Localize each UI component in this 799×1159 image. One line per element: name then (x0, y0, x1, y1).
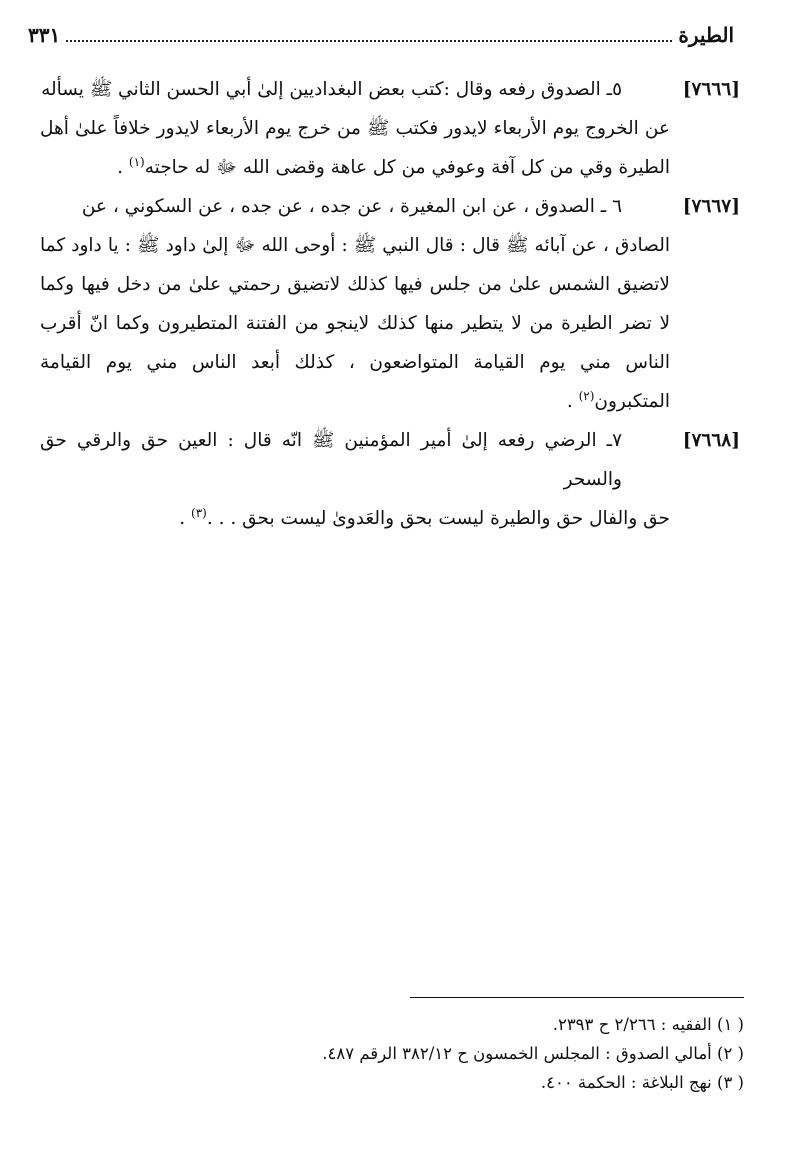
entry-tail: . (566, 391, 579, 412)
entry-tail: . (117, 157, 129, 178)
entry-first-line: ٦ ـ الصدوق ، عن ابن المغيرة ، عن جده ، عن جده ، عن السكوني ، عن (81, 196, 622, 217)
entry-body (40, 499, 740, 538)
entry-body (40, 109, 740, 187)
footnote-separator (410, 997, 744, 998)
hadith-entry (40, 421, 740, 538)
entry-number: [٧٦٦٦] (682, 79, 740, 100)
footnote: ( ١) الفقيه : ٢/٢٦٦ ح ٢٣٩٣. (552, 1015, 744, 1034)
entry-tail: . (179, 508, 192, 529)
footnote: ( ٢) أمالي الصدوق : المجلس الخمسون ح ٣٨٢/١٢ الرقم ٤٨٧. (322, 1044, 744, 1063)
footnote: ( ٣) نهج البلاغة : الحكمة ٤٠٠. (540, 1073, 744, 1092)
footnote-reference[interactable]: (١) (128, 154, 145, 169)
entry-first-line: ٧ـ الرضي رفعه إلىٰ أمير المؤمنين ﷺ انّه قال : العين حق والرقي حق والسحر (40, 430, 622, 490)
entry-body (40, 226, 740, 421)
entry-number: [٧٦٦٨] (682, 430, 740, 451)
chapter-title: الطيرة (678, 23, 734, 47)
hadith-entry (40, 70, 740, 187)
footnote-reference[interactable]: (٣) (191, 505, 207, 520)
entry-body-text: عن الخروج يوم الأربعاء لايدور فكتب ﷺ من خرج يوم الأربعاء لايدور خلافاً علىٰ أهل الطيرة وقي من كل آفة وعوفي من كل عاهة وقضى الله ﷻ له حاجته (40, 118, 670, 178)
entry-number: [٧٦٦٧] (682, 196, 740, 217)
main-text (40, 70, 740, 538)
page-number: ٣٣١ (28, 23, 61, 47)
running-header (28, 18, 734, 52)
entry-body-text: الصادق ، عن آبائه ﷺ قال : قال النبي ﷺ : أوحى الله ﷻ إلىٰ داود ﷺ : يا داود كما لاتضيق الشمس علىٰ من جلس فيها كذلك لاتضيق رحمتي علىٰ من دخل فيها وكما لا تضر الطيرة من لا يتطير منها كذلك لاينجو من الفتنة المتطيرون وكما انّ أقرب الناس مني يوم القيامة المتواضعون ، كذلك أبعد الناس مني يوم القيامة المتكبرون (40, 235, 670, 412)
entry-first-line: ٥ـ الصدوق رفعه وقال :كتب بعض البغداديين إلىٰ أبي الحسن الثاني ﷺ يسأله (41, 79, 622, 100)
footnotes (300, 1010, 744, 1097)
header-dot-leader (66, 28, 672, 42)
hadith-entry (40, 187, 740, 421)
entry-body-text: حق والفال حق والطيرة ليست بحق والعَدوىٰ ليست بحق . . . (206, 508, 670, 529)
footnote-reference[interactable]: (٢) (578, 388, 595, 403)
